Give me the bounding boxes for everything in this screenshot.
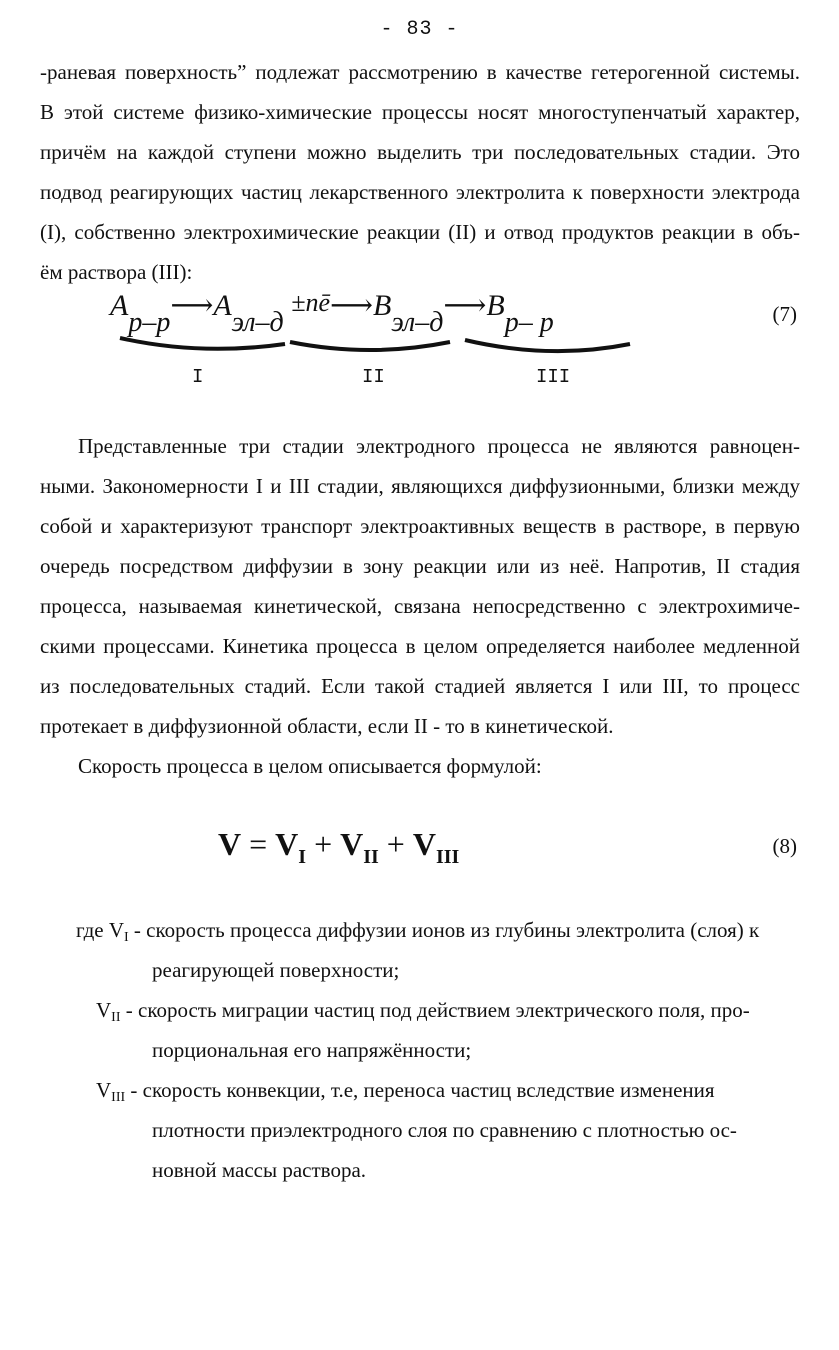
underbraces — [110, 328, 670, 368]
text-line: процесса, называемая кинетической, связана непосредственно с электрохимиче- — [40, 594, 800, 618]
stage-label-3: III — [536, 366, 571, 388]
subscript-3: III — [435, 846, 460, 868]
stage-label-2: II — [362, 366, 385, 388]
underbrace-stage-2 — [290, 342, 450, 350]
text-line: ём раствора (III): — [40, 260, 193, 284]
text-line: протекает в диффузионной области, если II - то в кинетической. — [40, 714, 614, 738]
equation-8 — [218, 826, 460, 868]
paragraph-rate — [40, 746, 800, 786]
definition-v2 — [96, 990, 750, 1034]
velocity-symbol: V — [412, 826, 436, 862]
text-line: скими процессами. Кинетика процесса в целом определяется наиболее медленной — [40, 634, 800, 658]
subscript-2: II — [111, 1010, 121, 1025]
definition-lead: где V — [76, 918, 124, 942]
text-line: очередь посредством диффузии в зону реакции или из неё. Напротив, II стадия — [40, 554, 800, 578]
definition-text: - скорость миграции частиц под действием электрического поля, про- — [120, 998, 750, 1022]
text-line: из последовательных стадий. Если такой стадией является I или III, то процесс — [40, 674, 800, 698]
text-line: Скорость процесса в целом описывается формулой: — [78, 754, 542, 778]
subscript-electrode: эл–д — [231, 307, 284, 338]
species-a: A — [110, 289, 129, 322]
page-number: - 83 - — [380, 18, 459, 41]
subscript-electrode: эл–д — [391, 307, 444, 338]
velocity-symbol: V — [96, 1078, 112, 1102]
definition-v3 — [96, 1070, 715, 1114]
equation-7-formula — [110, 288, 554, 338]
stage-label-1: I — [192, 366, 204, 388]
species-a-electrode: A — [213, 289, 232, 322]
subscript-3: III — [111, 1090, 126, 1105]
subscript-solution: р–р — [128, 307, 171, 338]
underbrace-stage-3 — [465, 340, 630, 351]
arrow-icon: ⟶ — [170, 289, 214, 322]
definition-v2-cont: порциональная его напряжённости; — [152, 1038, 472, 1062]
plus-sign: + — [314, 826, 333, 862]
equation-8-number: (8) — [772, 834, 797, 858]
text-line: собой и характеризуют транспорт электроактивных веществ в растворе, в первую — [40, 514, 800, 538]
species-b-electrode: B — [373, 289, 392, 322]
equation-7-number: (7) — [772, 302, 797, 326]
electron-charge: ±nē — [291, 288, 331, 317]
subscript-1: I — [298, 846, 307, 868]
subscript-1: I — [124, 930, 129, 945]
definition-v1 — [76, 910, 759, 954]
definition-text: - скорость процесса диффузии ионов из глубины электролита (слоя) к — [128, 918, 760, 942]
paragraph-stages — [40, 426, 800, 746]
velocity-symbol: V — [340, 826, 364, 862]
definition-v3-cont: новной массы раствора. — [152, 1158, 367, 1182]
text-line: Представленные три стадии электродного процесса не являются равноцен- — [78, 434, 800, 458]
paragraph-intro — [40, 52, 800, 292]
plus-sign: + — [386, 826, 405, 862]
species-b: B — [486, 289, 505, 322]
text-line: -раневая поверхность” подлежат рассмотрению в качестве гетерогенной системы. — [40, 60, 800, 84]
equals-sign: = — [249, 826, 268, 862]
definition-v1-cont: реагирующей поверхности; — [152, 958, 400, 982]
velocity-symbol: V — [218, 826, 242, 862]
text-line: подвод реагирующих частиц лекарственного электролита к поверхности электрода — [40, 180, 800, 204]
velocity-symbol: V — [96, 998, 112, 1022]
text-line: ными. Закономерности I и III стадии, являющихся диффузионными, близки между — [40, 474, 800, 498]
text-line: (I), собственно электрохимические реакции (II) и отвод продуктов реакции в объ- — [40, 220, 800, 244]
definition-v3-cont: плотности приэлектродного слоя по сравнению с плотностью ос- — [152, 1118, 737, 1142]
text-line: причём на каждой ступени можно выделить три последовательных стадии. Это — [40, 140, 800, 164]
text-line: В этой системе физико-химические процессы носят многоступенчатый характер, — [40, 100, 800, 124]
equation-7 — [110, 288, 670, 398]
arrow-icon: ⟶ — [443, 289, 487, 322]
velocity-symbol: V — [275, 826, 299, 862]
subscript-2: II — [363, 846, 379, 868]
arrow-icon: ⟶ — [330, 289, 374, 322]
underbrace-stage-1 — [120, 338, 285, 349]
subscript-solution: р– р — [504, 307, 554, 338]
definition-text: - скорость конвекции, т.е, переноса частиц вследствие изменения — [125, 1078, 715, 1102]
